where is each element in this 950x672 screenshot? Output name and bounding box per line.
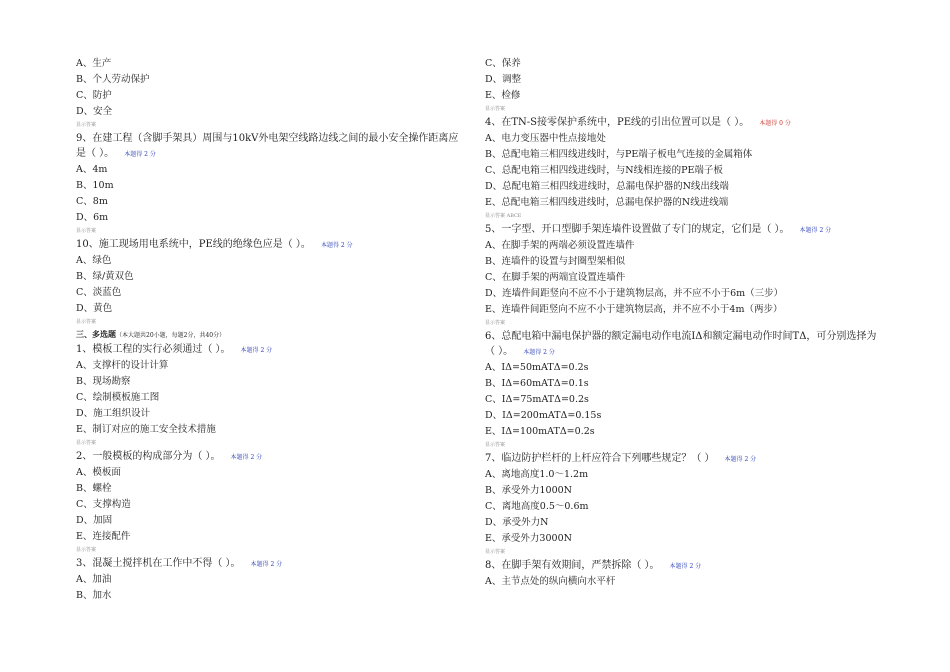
multi-question-7 — [485, 451, 885, 467]
question-text: 2、一般模板的构成部分为（ ）。 — [76, 451, 221, 462]
option-line: C、防护 — [76, 90, 112, 101]
multi-question-3 — [76, 556, 461, 572]
option-line: C、IΔ=75mATΔ=0.2s — [485, 394, 589, 405]
multi-question-8 — [485, 558, 885, 574]
option-line: B、10m — [76, 180, 114, 191]
option-line: B、总配电箱三相四线进线时，与PE端子板电气连接的金属箱体 — [485, 149, 753, 160]
section-title: 三、多选题 — [76, 329, 116, 339]
multi-question-1 — [76, 342, 461, 358]
option-line: A、支撑杆的设计计算 — [76, 360, 169, 371]
section-heading — [76, 328, 461, 342]
option-line: E、连墙件间距竖向不应不小于建筑物层高，并不应不小于4m（两步） — [485, 304, 783, 315]
show-answer-link[interactable]: 显示答案 — [485, 442, 506, 448]
show-answer-link[interactable]: 显示答案 ABCE — [485, 213, 522, 219]
option-line: A、IΔ=50mATΔ=0.2s — [485, 362, 589, 373]
option-line: D、施工组织设计 — [76, 408, 151, 419]
score-label: 本题得 2 分 — [250, 561, 283, 568]
question-text: 6、总配电箱中漏电保护器的额定漏电动作电流IΔ和额定漏电动作时间TΔ，可分别选择为（ ）。 — [485, 331, 877, 357]
option-line: C、8m — [76, 196, 108, 207]
score-label: 本题得 2 分 — [669, 563, 702, 570]
option-line: A、主节点处的纵向横向水平杆 — [485, 576, 616, 587]
option-line: D、总配电箱三相四线进线时，总漏电保护器的N线出线端 — [485, 181, 729, 192]
score-label: 本题得 2 分 — [724, 456, 757, 463]
show-answer-link[interactable]: 显示答案 — [485, 320, 506, 326]
option-line: A、离地高度1.0～1.2m — [485, 469, 589, 480]
option-line: E、IΔ=100mATΔ=0.2s — [485, 426, 595, 437]
option-line: D、IΔ=200mATΔ=0.15s — [485, 410, 602, 421]
option-line: E、连接配件 — [76, 531, 131, 542]
option-line: A、绿色 — [76, 255, 112, 266]
option-line: A、4m — [76, 164, 108, 175]
multi-question-2 — [76, 449, 461, 465]
question-text: 10、施工现场用电系统中，PE线的绝缘色应是（ ）。 — [76, 239, 311, 250]
option-line: C、总配电箱三相四线进线时，与N线相连接的PE端子板 — [485, 165, 723, 176]
option-line: D、安全 — [76, 106, 113, 117]
score-label: 本题得 2 分 — [523, 349, 555, 356]
option-line: B、加水 — [76, 590, 112, 601]
score-label: 本题得 2 分 — [320, 242, 353, 249]
option-line: B、绿/黄双色 — [76, 271, 134, 282]
option-line: C、支撑构造 — [76, 499, 131, 510]
option-line: D、黄色 — [76, 303, 113, 314]
option-line: A、在脚手架的两端必须设置连墙件 — [485, 240, 635, 251]
question-text: 8、在脚手架有效期间，严禁拆除（ ）。 — [485, 560, 660, 571]
option-line: C、在脚手架的两端宜设置连墙件 — [485, 272, 626, 283]
score-label: 本题得 0 分 — [759, 120, 791, 127]
question-text: 1、模板工程的实行必须通过（ ）。 — [76, 344, 231, 355]
option-line: D、连墙件间距竖向不应不小于建筑物层高，并不应不小于6m（三步） — [485, 288, 784, 299]
option-line: B、IΔ=60mATΔ=0.1s — [485, 378, 589, 389]
multi-question-6 — [485, 329, 885, 360]
question-text: 5、一字型、开口型脚手架连墙件设置做了专门的规定，它们是（ ）。 — [485, 224, 790, 235]
question-text: 3、混凝土搅拌机在工作中不得（ ）。 — [76, 558, 241, 569]
multi-question-5 — [485, 222, 885, 238]
question-9 — [76, 131, 461, 162]
option-line: C、保养 — [485, 58, 521, 69]
option-line: C、绘制模板施工图 — [76, 392, 160, 403]
option-line: B、螺栓 — [76, 483, 112, 494]
section-note: （本大题共20小题，每题2分，共40分） — [116, 332, 226, 339]
option-line: A、电力变压器中性点接地处 — [485, 133, 606, 144]
option-line: D、6m — [76, 212, 109, 223]
question-text: 9、在建工程（含脚手架具）周围与10kV外电架空线路边线之间的最小安全操作距离应是（ ）。 — [76, 133, 459, 159]
score-label: 本题得 2 分 — [124, 151, 156, 158]
option-line: D、调整 — [485, 74, 522, 85]
option-line: C、淡蓝色 — [76, 287, 122, 298]
option-line: A、加油 — [76, 574, 112, 585]
question-10 — [76, 237, 461, 253]
question-text: 7、临边防护栏杆的上杆应符合下列哪些规定？（ ） — [485, 453, 715, 464]
show-answer-link[interactable]: 显示答案 — [485, 106, 506, 112]
question-text: 4、在TN-S接零保护系统中，PE线的引出位置可以是（ ）。 — [485, 117, 750, 128]
option-line: B、个人劳动保护 — [76, 74, 150, 85]
option-line: E、总配电箱三相四线进线时，总漏电保护器的N线进线端 — [485, 197, 729, 208]
option-line: E、制订对应的施工安全技术措施 — [76, 424, 216, 435]
multi-question-4 — [485, 115, 885, 131]
option-line: C、离地高度0.5～0.6m — [485, 501, 589, 512]
option-line: E、承受外力3000N — [485, 533, 572, 544]
option-line: B、连墙件的设置与封圈型架相似 — [485, 256, 625, 267]
show-answer-link[interactable]: 显示答案 — [76, 440, 97, 446]
score-label: 本题得 2 分 — [240, 347, 273, 354]
show-answer-link[interactable]: 显示答案 — [485, 549, 506, 555]
show-answer-link[interactable]: 显示答案 — [76, 228, 97, 234]
score-label: 本题得 2 分 — [230, 454, 263, 461]
show-answer-link[interactable]: 显示答案 — [76, 122, 97, 128]
option-line: D、承受外力N — [485, 517, 549, 528]
right-column — [485, 56, 885, 590]
option-line: A、生产 — [76, 58, 112, 69]
option-line: A、模板面 — [76, 467, 121, 478]
option-line: D、加固 — [76, 515, 113, 526]
option-line: B、承受外力1000N — [485, 485, 572, 496]
show-answer-link[interactable]: 显示答案 — [76, 547, 97, 553]
option-line: E、检修 — [485, 90, 521, 101]
show-answer-link[interactable]: 显示答案 — [76, 319, 97, 325]
score-label: 本题得 2 分 — [799, 227, 832, 234]
option-line: B、现场勘察 — [76, 376, 131, 387]
left-column — [76, 56, 461, 604]
